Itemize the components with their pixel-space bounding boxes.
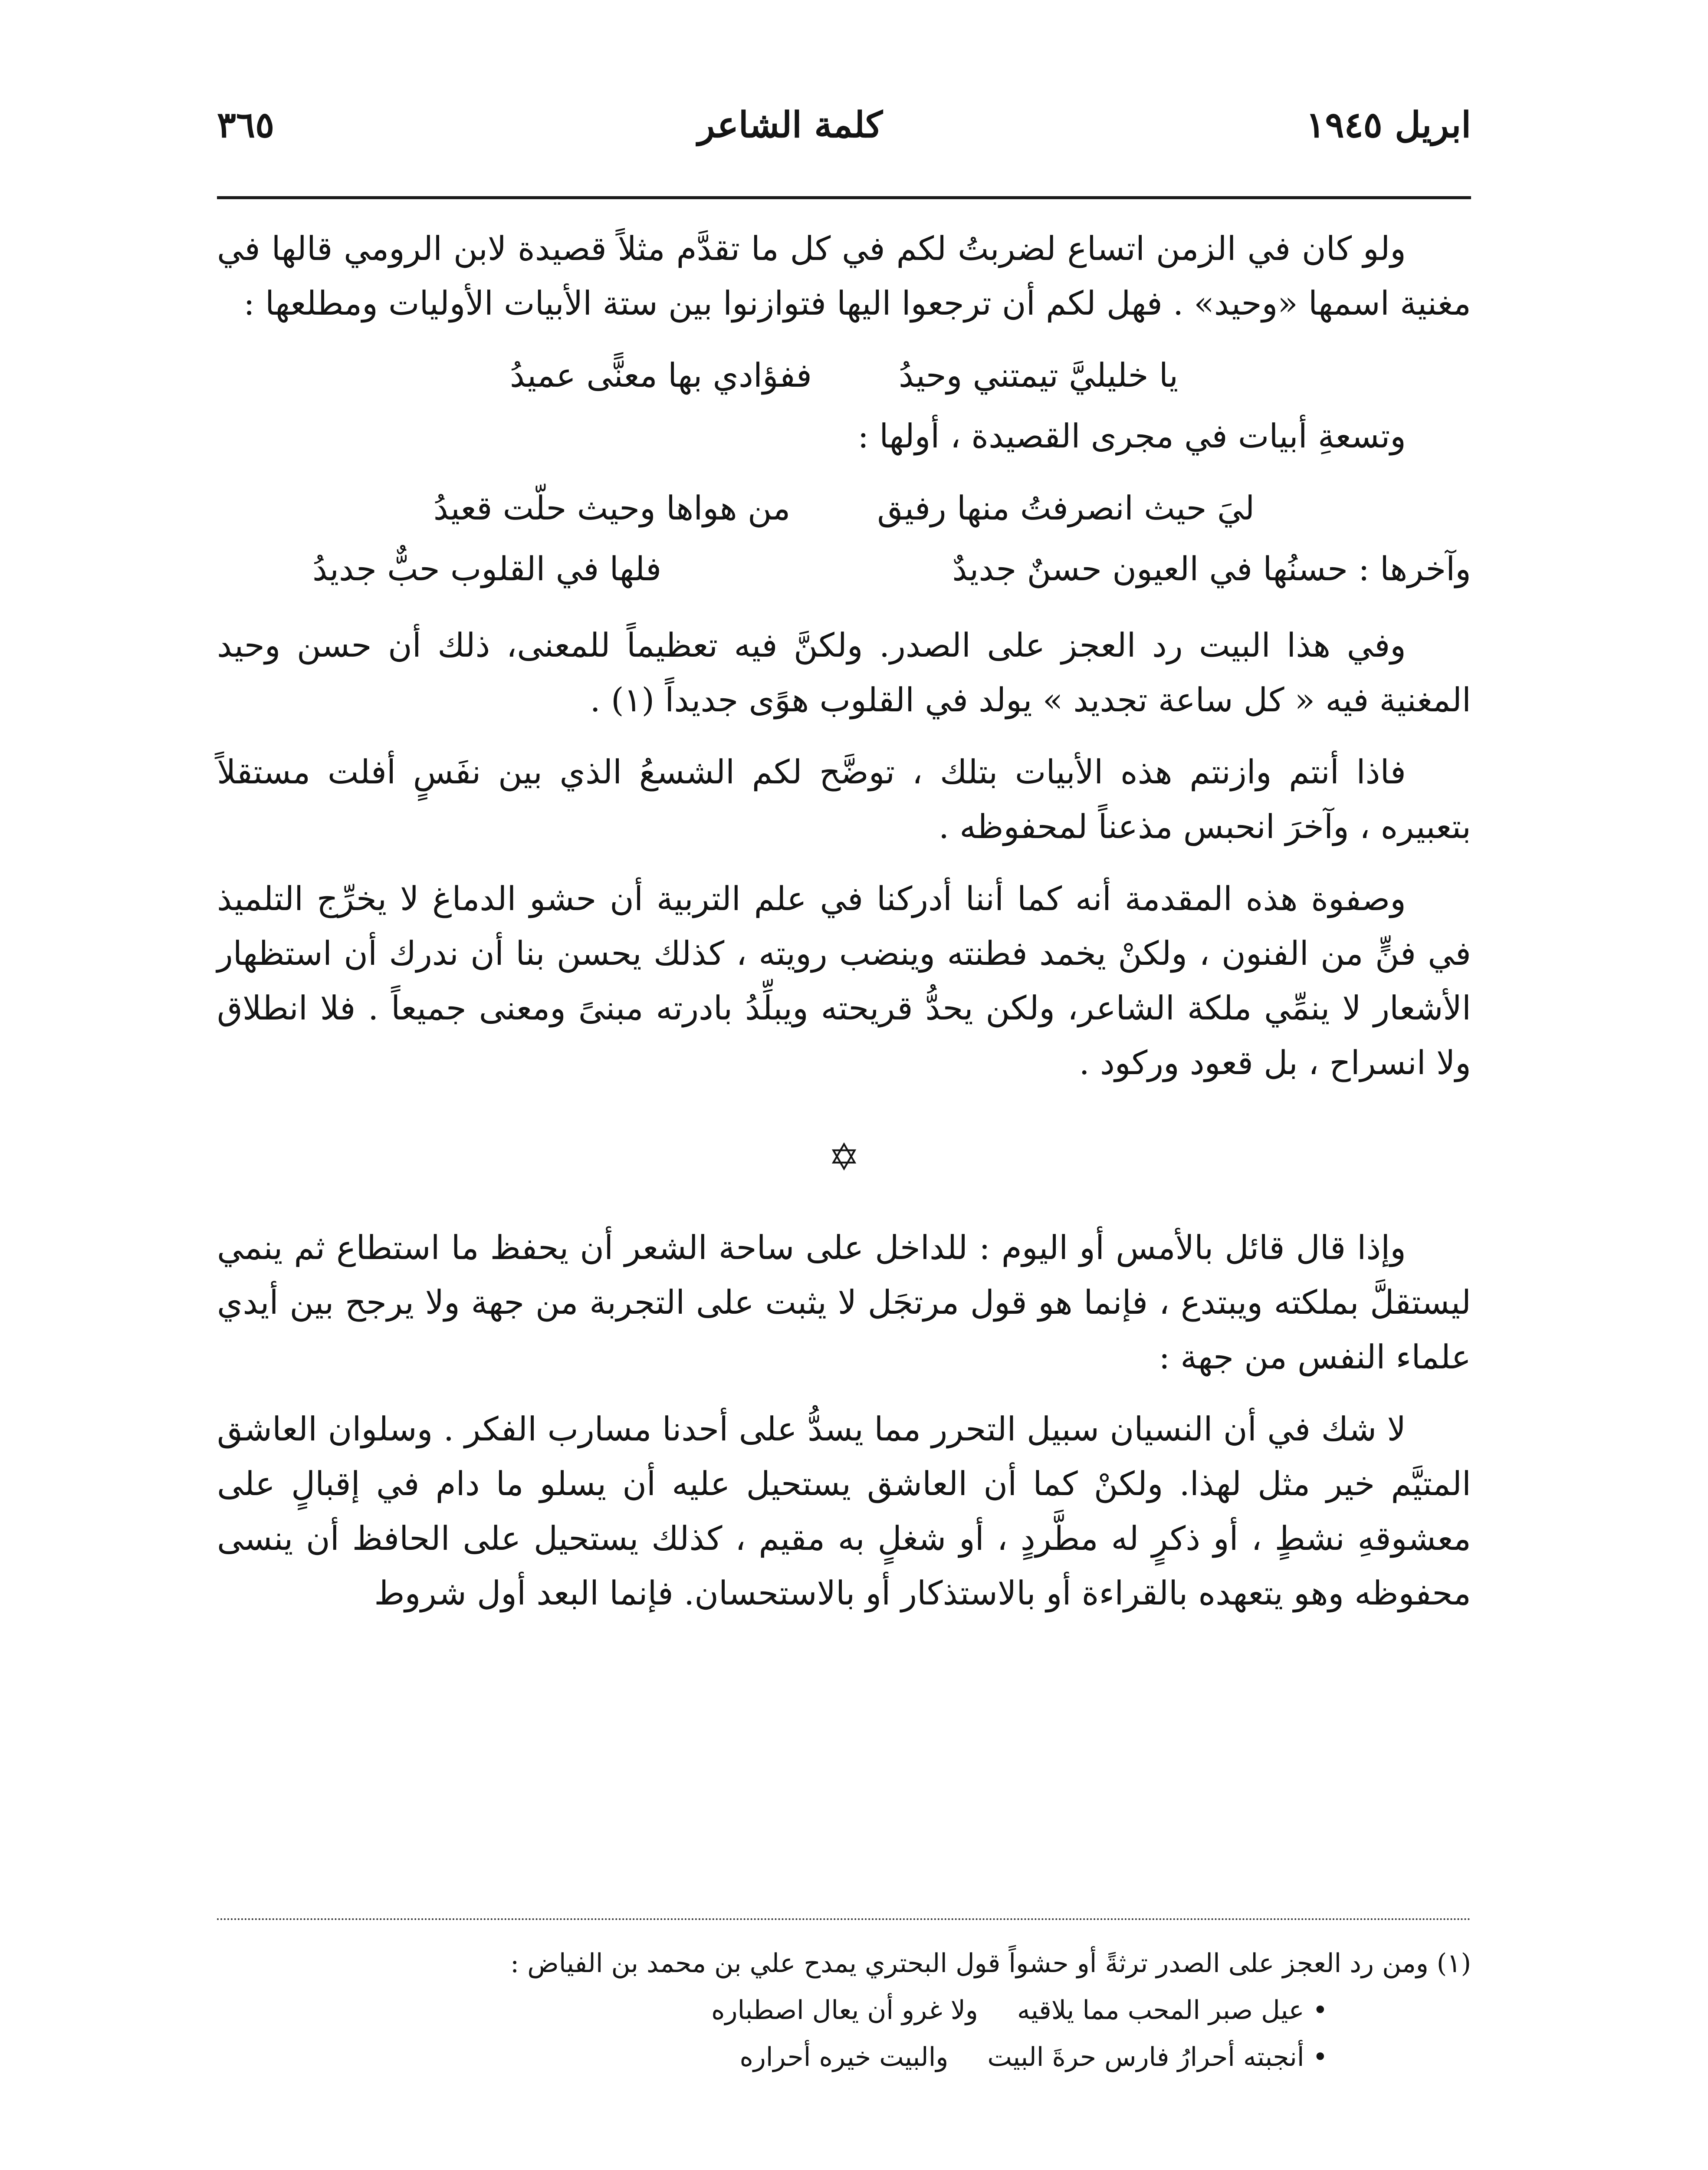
verse-1-second-hemistich: ففؤادي بها معنًّى عميدُ: [509, 356, 812, 395]
footnote-verse-2-second: والبيت خيره أحراره: [739, 2042, 949, 2072]
paragraph-4: فاذا أنتم وازنتم هذه الأبيات بتلك ، توضَّح لكم الشسعُ الذي بين نفَسٍ أفلت مستقلاً بتعبيره ، وآخرَ انحبس مذعناً لمحفوظه .: [217, 753, 1471, 846]
verse-2-first-hemistich: ليَ حيث انصرفتُ منها رفيق: [877, 489, 1255, 527]
verse-3: [217, 542, 1471, 596]
footnote-rule: [217, 1918, 1471, 1920]
verse-3-second-hemistich: فلها في القلوب حبٌّ جديدُ: [312, 549, 662, 588]
header-page-number: ٣٦٥: [217, 104, 275, 146]
paragraph-7: لا شك في أن النسيان سبيل التحرر مما يسدُّ على أحدنا مسارب الفكر . وسلوان العاشق المتيَّم خير مثل لهذا. ولكنْ كما أن العاشق يستحيل عليه أن يسلو ما دام في إقبالٍ على معشوقهِ نشطٍ ، أو ذكرٍ له مطَّردٍ ، أو شغلٍ به مقيم ، كذلك يستحيل على الحافظ أن ينسى محفوظه وهو يتعهده بالقراءة أو بالاستذكار أو بالاستحسان. فإنما البعد أول شروط: [217, 1410, 1471, 1612]
footnote-verse-2: [217, 2034, 1471, 2081]
footnote-verse-1-first: • عيل صبر المحب مما يلاقيه: [1017, 1995, 1328, 2025]
running-header: [217, 104, 1471, 146]
header-rule: [217, 196, 1471, 199]
section-separator-star: ✡: [828, 1136, 860, 1179]
footnote: [217, 1940, 1471, 2081]
paragraph-6: وإذا قال قائل بالأمس أو اليوم : للداخل على ساحة الشعر أن يحفظ ما استطاع ثم ينمي ليستقلَّ بملكته ويبتدع ، فإنما هو قول مرتجَل لا يثبت على التجربة من جهة ولا يرجح بين أيدي علماء النفس من جهة :: [217, 1228, 1471, 1376]
footnote-intro: (١) ومن رد العجز على الصدر ترثةً أو حشواً قول البحتري يمدح علي بن محمد بن الفياض :: [510, 1948, 1471, 1979]
header-title: كلمة الشاعر: [697, 104, 883, 146]
paragraph-3: وفي هذا البيت رد العجز على الصدر. ولكنَّ فيه تعظيماً للمعنى، ذلك أن حسن وحيد المغنية فيه « كل ساعة تجديد » يولد في القلوب هوًى جديداً (١) .: [217, 626, 1471, 719]
paragraph-1: ولو كان في الزمن اتساع لضربتُ لكم في كل ما تقدَّم مثلاً قصيدة لابن الرومي قالها في مغنية اسمها «وحيد» . فهل لكم أن ترجعوا اليها فتوازنوا بين ستة الأبيات الأوليات ومطلعها :: [217, 229, 1471, 322]
article-body: [217, 221, 1471, 1638]
verse-1: [217, 348, 1471, 403]
footnote-verse-1: [217, 1987, 1471, 2034]
footnote-verse-2-first: • أنجبته أحرارُ فارس حرةَ البيت: [987, 2042, 1328, 2072]
paragraph-2: وتسعةِ أبيات في مجرى القصيدة ، أولها :: [857, 417, 1406, 455]
verse-1-first-hemistich: يا خليليَّ تيمتني وحيدُ: [898, 356, 1179, 395]
verse-3-lead: وآخرها : حسنُها في العيون حسنٌ جديدٌ: [952, 549, 1471, 588]
paragraph-5: وصفوة هذه المقدمة أنه كما أننا أدركنا في علم التربية أن حشو الدماغ لا يخرِّج التلميذ في فنٍّ من الفنون ، ولكنْ يخمد فطنته وينضب رويته ، كذلك يحسن بنا أن ندرك أن استظهار الأشعار لا ينمِّي ملكة الشاعر، ولكن يحدُّ قريحته ويبلِّدُ بادرته مبنىً ومعنى جميعاً . فلا انطلاق ولا انسراح ، بل قعود وركود .: [217, 879, 1471, 1082]
header-date: ابريل ١٩٤٥: [1306, 104, 1471, 146]
footnote-verse-1-second: ولا غرو أن يعال اصطباره: [711, 1995, 978, 2025]
verse-2: [217, 481, 1471, 536]
verse-2-second-hemistich: من هواها وحيث حلّت قعيدُ: [433, 489, 791, 527]
